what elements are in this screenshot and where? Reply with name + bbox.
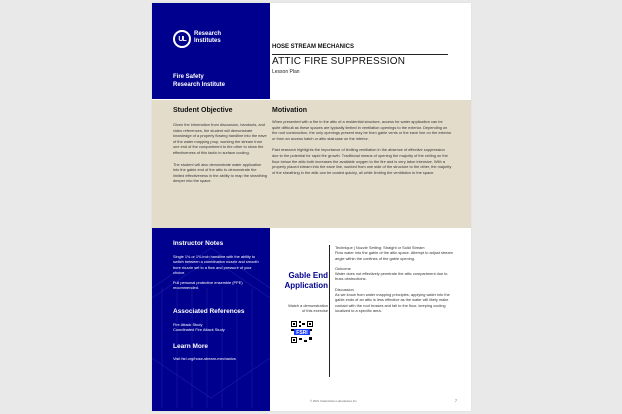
technique-label: Technique | Nozzle Setting: Straight or Solid Stream [335, 245, 425, 250]
gable-end-details [335, 245, 453, 318]
technique-block [335, 245, 453, 261]
gable-end-title [276, 271, 328, 291]
motivation-paragraph: Past research highlights the importance of limiting ventilation in the absence of effective suppression due to the potential for rapid fire growth. Traditional means of opening the majority of the ceiling on the floor below the attic both increases the available oxygen to the fire and is very labor intensive. With a properly placed stream into the eave line, worked from one side of the structure to the other, the majority of the sheathing in the attic can be coated quickly, all while limiting the ventilation to the space. [272, 147, 452, 175]
student-objective-paragraph: The student will also demonstrate water application into the gable end of the attic to demonstrate the limited effectiveness in the ability to map the sheathing deeper into the space. [173, 161, 268, 184]
motivation-heading: Motivation [272, 107, 307, 114]
org-line2: Research Institute [173, 82, 226, 88]
qr-label: FSRI [296, 330, 308, 336]
series-kicker: HOSE STREAM MECHANICS [272, 44, 355, 50]
ul-logo-icon [173, 30, 191, 48]
objective-motivation-band [152, 100, 471, 228]
discussion-heading: Discussion [335, 286, 354, 292]
logo-mark: UL [178, 35, 186, 43]
references-list [173, 322, 265, 333]
motivation-paragraph: When presented with a fire in the attic of a residential structure, access for water application can be quite difficult as these spaces are typically limited in ventilation openings to the exterior. Depending on the roof construction, the only openings present may be from gable vents or the eave line on the exterior or from an access hatch or attic staircase on the interior. [272, 119, 452, 141]
learn-more-heading: Learn More [173, 343, 209, 350]
page-subtitle: Lesson Plan [272, 69, 300, 75]
watch-demo-caption [276, 303, 328, 313]
outcome-block [335, 266, 453, 282]
org-line1: Fire Safety [173, 74, 204, 80]
discussion-block [335, 287, 453, 313]
brand-header [152, 3, 270, 99]
watch-line1: Watch a demonstration [288, 303, 328, 308]
instructor-notes-heading: Instructor Notes [173, 240, 224, 247]
lesson-plan-page [152, 3, 471, 411]
gable-end-section [270, 228, 471, 411]
page-title: ATTIC FIRE SUPPRESSION [272, 56, 406, 67]
discussion-body: As we know from water mapping principles, applying water into the gable ends of an attic is less effective as the water will likely make contact with the roof trusses and fall to the floor, keeping cooling localized to a specific area. [335, 292, 450, 313]
technique-body: Flow water into the gable of the attic space. Attempt to adjust stream angle within the confines of the gable opening. [335, 250, 453, 261]
title-divider [272, 54, 448, 55]
gable-divider [329, 245, 330, 377]
instructor-notes-body [173, 254, 265, 294]
logo-text-line2: Institutes [194, 38, 221, 44]
qr-code-icon[interactable] [290, 320, 314, 344]
gable-title-line1: Gable End [288, 271, 328, 280]
copyright-footer: © 2021 Underwriters Laboratories Inc. [310, 399, 358, 403]
watch-line2: of this exercise [302, 308, 328, 313]
reference-link[interactable]: Coordinated Fire Attack Study [173, 327, 225, 333]
logo-text-line1: Research [194, 31, 222, 37]
title-block [270, 3, 471, 99]
associated-references-heading: Associated References [173, 308, 245, 315]
outcome-body: Water does not effectively penetrate the attic compartment due to truss obstructions. [335, 271, 448, 282]
instructor-note: Single 1¾ or 1¾ inch handline with the ability to switch between a combination nozzle and smooth bore nozzle set to a flow and pressure of your choice. [173, 254, 259, 276]
org-name [173, 73, 225, 89]
instructor-note: Full personal protective ensemble (PPE) recommended. [173, 279, 243, 291]
reference-link[interactable]: Fire Attack Study [173, 322, 203, 327]
motivation-body [272, 119, 452, 181]
logo-text [194, 31, 221, 45]
student-objective-paragraph: Given the information from discussion, handouts, and video references, the student will demonstrate knowledge of a properly flowing handline into the eave of the water mapping prop, working the stream from one end of the compartment to the other to show the effectiveness of this tactic in surface cooling. [173, 122, 267, 155]
outcome-heading: Outcome [335, 265, 351, 271]
page-number: 7 [455, 399, 457, 403]
gable-title-line2: Application [284, 281, 328, 290]
learn-more-link[interactable]: Visit fsri.org/hose-stream-mechanics [173, 356, 236, 361]
student-objective-body [173, 122, 267, 190]
student-objective-heading: Student Objective [173, 107, 233, 114]
instructor-sidebar [152, 228, 270, 411]
